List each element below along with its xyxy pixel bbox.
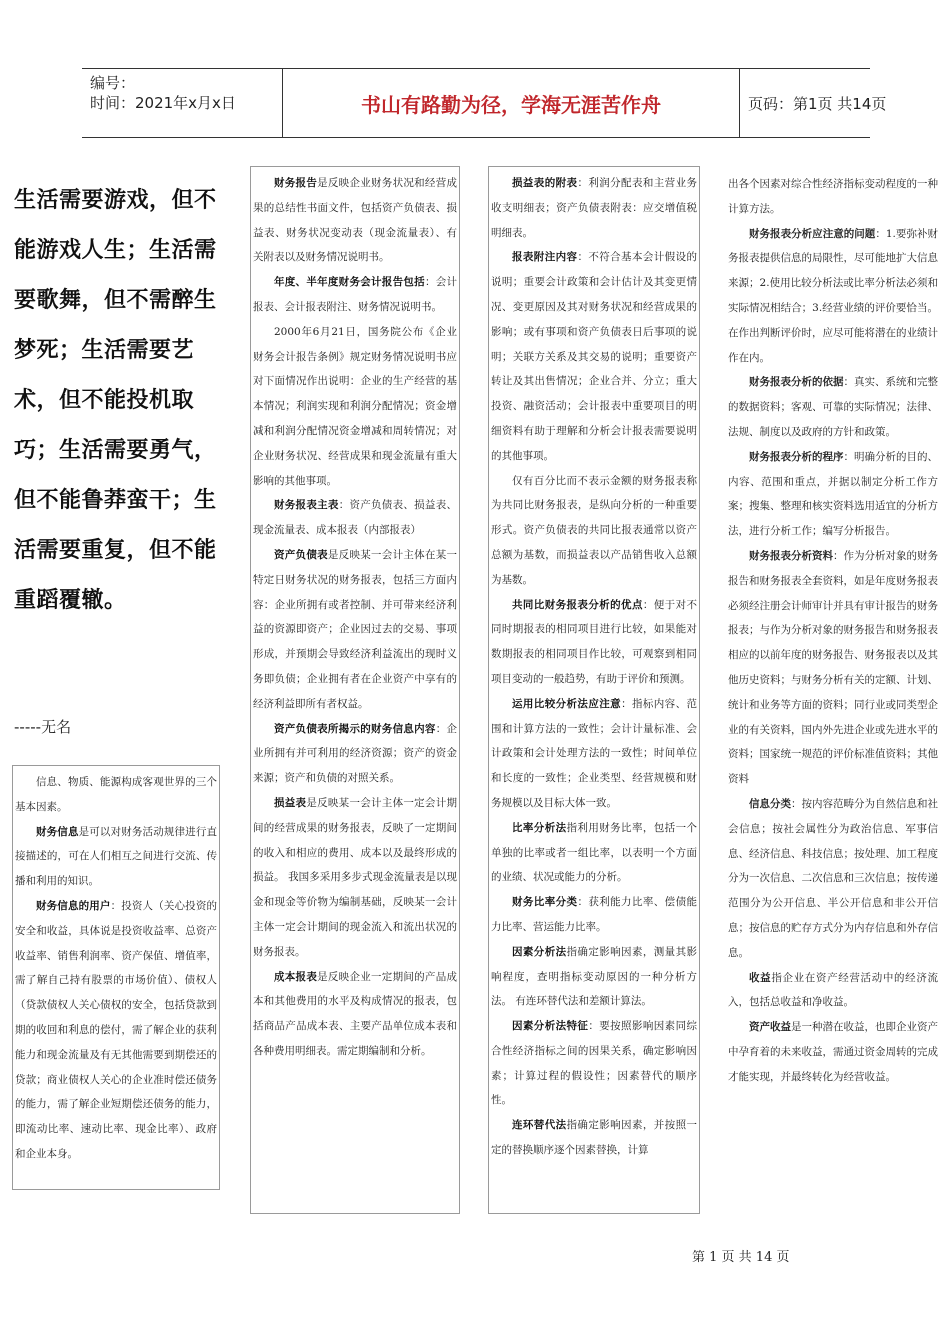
paragraph-text: ：利润分配表和主营业务收支明细表；资产负债表附表：应交增值税明细表。 [491,177,697,239]
paragraph-text: ：获利能力比率、偿债能力比率、营运能力比率。 [491,896,697,933]
paragraph-text: ：不符合基本会计假设的说明；重要会计政策和会计估计及其变更情况、变更原因及其对财务状况和经营成果的影响；或有事项和资产负债表日后事项的说明；关联方关系及其交易的说明；重要资产转让及其出售情况；企业合并、分立；重大投资、融资活动；会计报表中重要项目的明细资料有助于理解和分析会计报表需要说明的其他事项。 [491,251,697,462]
paragraph-lead: 损益表的附表 [512,177,578,189]
paragraph-lead: 比率分析法 [512,821,567,834]
paragraph-lead: 因素分析法 [512,945,567,958]
paragraph [728,172,938,222]
paragraph [491,940,697,1014]
text-column-4 [728,172,938,1089]
paragraph-text: 是一种潜在收益，也即企业资产中孕育着的未来收益，需通过资金周转的完成才能实现，并最终转化为经营收益。 [728,1021,938,1083]
page-header [82,68,887,138]
paragraph-lead: 资产负债表 [274,548,328,561]
paragraph [15,770,217,820]
paragraph-lead: 财务信息的用户 [36,899,111,912]
paragraph-lead: 共同比财务报表分析的优点 [512,598,643,611]
paragraph-lead: 成本报表 [274,970,318,983]
paragraph-lead: 资产负债表所揭示的财务信息内容 [274,722,436,735]
paragraph-lead: 财务比率分类 [512,896,578,909]
paragraph [728,966,938,1016]
paragraph [491,890,697,940]
paragraph [728,792,938,966]
paragraph-text: ：会计报表、会计报表附注、财务情况说明书。 [253,276,457,313]
paragraph [491,692,697,816]
paragraph-lead: 财务报表分析应注意的问题 [749,227,876,240]
header-info [82,69,282,137]
paragraph [253,543,457,717]
paragraph-text: 指企业在资产经营活动中的经济流入，包括总收益和净收益。 [728,971,938,1009]
paragraph-text: 是反映某一会计主体一定会计期间的经营成果的财务报表，反映了一定期间的收入和相应的费用、成本以及最终形成的损益。 我国多采用多步式现金流量表是以现金和现金等价物为编制基础，反映某一会计主体一定会计期间的现金流入和流出状况的财务报表。 [253,796,457,958]
paragraph [491,593,697,692]
paragraph [253,493,457,543]
paragraph-lead: 财务报表分析资料 [749,549,833,562]
paragraph [491,245,697,468]
paragraph [491,469,697,593]
paragraph-lead: 运用比较分析法应注意 [512,697,622,710]
paragraph [728,544,938,792]
header-page-label: 页码：第1页 共14页 [748,94,887,113]
paragraph-text: 是反映某一会计主体在某一特定日财务状况的财务报表，包括三方面内容：企业所拥有或者控制、并可带来经济利益的资源即资产；企业因过去的交易、事项形成，并预期会导致经济利益流出的现时义务即负债；企业拥有者在企业资产中享有的经济利益即所有者权益。 [253,548,457,710]
time-label: 时间：2021年x月x日 [90,94,236,112]
paragraph-text: ：投资人（关心投资的安全和收益，具体说是投资收益率、总资产收益率、销售利润率、资产保值、增值率，需了解自己持有股票的市场价值）、债权人（贷款债权人关心债权的安全，包括贷款到期的收回和利息的偿付，需了解企业的获利能力和现金流量及有无其他需要到期偿还的贷款；商业债权人关心的企业准时偿还债务的能力，需了解企业短期偿还债务的能力，即流动比率、速动比率、现金比率）、政府和企业本身。 [15,899,217,1160]
paragraph [491,1014,697,1113]
number-label: 编号： [90,74,136,92]
paragraph [491,171,697,245]
paragraph [15,894,217,1167]
paragraph-lead: 连环替代法 [512,1119,567,1132]
paragraph-text: ：1.要弥补财务报表提供信息的局限性，尽可能地扩大信息来源；2.使用比较分析法或比率分析法必须和实际情况相结合；3.经营业绩的评价要恰当。在作出判断评价时，应尽可能将潜在的业绩计作在内。 [728,227,938,364]
paragraph-text: ：明确分析的目的、内容、范围和重点，并据以制定分析工作方案；搜集、整理和核实资料选用适宜的分析方法，进行分析工作；编写分析报告。 [728,450,938,538]
quote-text: 生活需要游戏，但不能游戏人生；生活需要歌舞，但不需醉生梦死；生活需要艺术，但不能投机取巧；生活需要勇气，但不能鲁莽蛮干；生活需要重复，但不能重蹈覆辙。 [14,188,217,613]
paragraph [253,171,457,270]
page-footer: 第 1 页 共 14 页 [692,1250,790,1265]
paragraph-text: 2000年6月21日，国务院公布《企业财务会计报告条例》规定财务情况说明书应对下面情况作出说明：企业的生产经营的基本情况；利润实现和利润分配情况；资金增减和利润分配情况资金增减和周转情况；对企业财务状况、经营成果和现金流量有重大影响的其他事项。 [253,325,457,487]
paragraph-text: ：企业所拥有并可利用的经济资源；资产的资金来源；资产和负债的对照关系。 [253,722,457,785]
paragraph-lead: 资产收益 [749,1021,791,1034]
paragraph-text: ：指标内容、范围和计算方法的一致性；会计计量标准、会计政策和会计处理方法的一致性；时间单位和长度的一致性；企业类型、经营规模和财务规模以及目标大体一致。 [491,697,697,809]
paragraph [15,820,217,894]
paragraph-lead: 财务报表主表 [274,499,339,512]
paragraph-text: 是反映企业一定期间的产品成本和其他费用的水平及构成情况的报表，包括商品产品成本表、主要产品单位成本表和各种费用明细表。需定期编制和分析。 [253,970,457,1057]
paragraph-text: 是反映企业财务状况和经营成果的总结性书面文件，包括资产负债表、损益表、财务状况变动表（现金流量表）、有关附表以及财务情况说明书。 [253,177,457,264]
paragraph-lead: 信息分类 [749,797,791,810]
paragraph-text: 是可以对财务活动规律进行直接描述的，可在人们相互之间进行交流、传播和利用的知识。 [15,825,217,888]
paragraph-lead: 财务报告 [274,177,318,189]
paragraph-lead: 损益表 [274,796,307,809]
paragraph [728,222,938,371]
paragraph-lead: 财务报表分析的程序 [749,450,844,463]
paragraph [253,270,457,320]
paragraph-lead: 年度、半年度财务会计报告包括 [274,276,425,289]
paragraph-text: 出各个因素对综合性经济指标变动程度的一种计算方法。 [728,178,938,215]
text-column-3 [488,166,700,1214]
paragraph-lead: 收益 [749,971,772,984]
quote-author: -----无名 [14,718,72,736]
paragraph-text: 指利用财务比率，包括一个单独的比率或者一组比率，以表明一个方面的业绩、状况或能力的分析。 [491,821,697,884]
paragraph-text: 指确定影响因素，并按照一定的替换顺序逐个因素替换，计算 [491,1119,697,1157]
paragraph-lead: 报表附注内容 [512,251,578,264]
paragraph-text: ：真实、系统和完整的数据资料；客观、可靠的实际情况；法律、法规、制度以及政府的方针和政策。 [728,376,938,438]
paragraph [491,1113,697,1163]
paragraph-text: 指确定影响因素，测量其影响程度，查明指标变动原因的一种分析方法。 有连环替代法和差额计算法。 [491,945,697,1008]
paragraph [253,717,457,791]
paragraph [491,816,697,890]
paragraph [728,1015,938,1089]
paragraph [728,445,938,544]
paragraph-text: ：便于对不同时期报表的相同项目进行比较，如果能对数期报表的相同项目作比较，可观察到相同项目变动的一般趋势，有助于评价和预测。 [491,598,697,685]
paragraph-text: 仅有百分比而不表示金额的财务报表称为共同比财务报表，是纵向分析的一种重要形式。资产负债表的共同比报表通常以资产总额为基数，而损益表以产品销售收入总额为基数。 [491,474,697,586]
paragraph-lead: 财务报表分析的依据 [749,376,844,389]
header-motto: 书山有路勤为径，学海无涯苦作舟 [282,69,740,137]
paragraph-lead: 因素分析法特征 [512,1020,589,1033]
text-column-2 [250,166,460,1214]
paragraph [728,370,938,444]
paragraph-text: ：要按照影响因素同综合性经济指标之间的因果关系，确定影响因素；计算过程的假设性；因素替代的顺序性。 [491,1020,697,1107]
text-column-1 [12,765,220,1190]
paragraph-text: ：作为分析对象的财务报告和财务报表全套资料，如是年度财务报表必须经注册会计师审计并具有审计报告的财务报表；与作为分析对象的财务报告和财务报表相应的以前年度的财务报告、财务报表以及其他历史资料；与财务分析有关的定额、计划、统计和业务等方面的资料；同行业或同类型企业的有关资料，国内外先进企业或先进水平的资料；国家统一规范的评价标准值资料；其他资料 [728,549,938,786]
paragraph-text: ：资产负债表、损益表、现金流量表、成本报表（内部报表） [253,499,457,537]
paragraph [253,320,457,494]
paragraph [253,965,457,1064]
paragraph-lead: 财务信息 [36,825,79,838]
paragraph-text: ：按内容范畴分为自然信息和社会信息；按社会属性分为政治信息、军事信息、经济信息、科技信息；按处理、加工程度分为一次信息、二次信息和三次信息；按传递范围分为公开信息、半公开信息和非公开信息；按信息的贮存方式分为内存信息和外存信息。 [728,797,938,959]
paragraph [253,791,457,965]
paragraph-text: 信息、物质、能源构成客观世界的三个基本因素。 [15,776,217,813]
